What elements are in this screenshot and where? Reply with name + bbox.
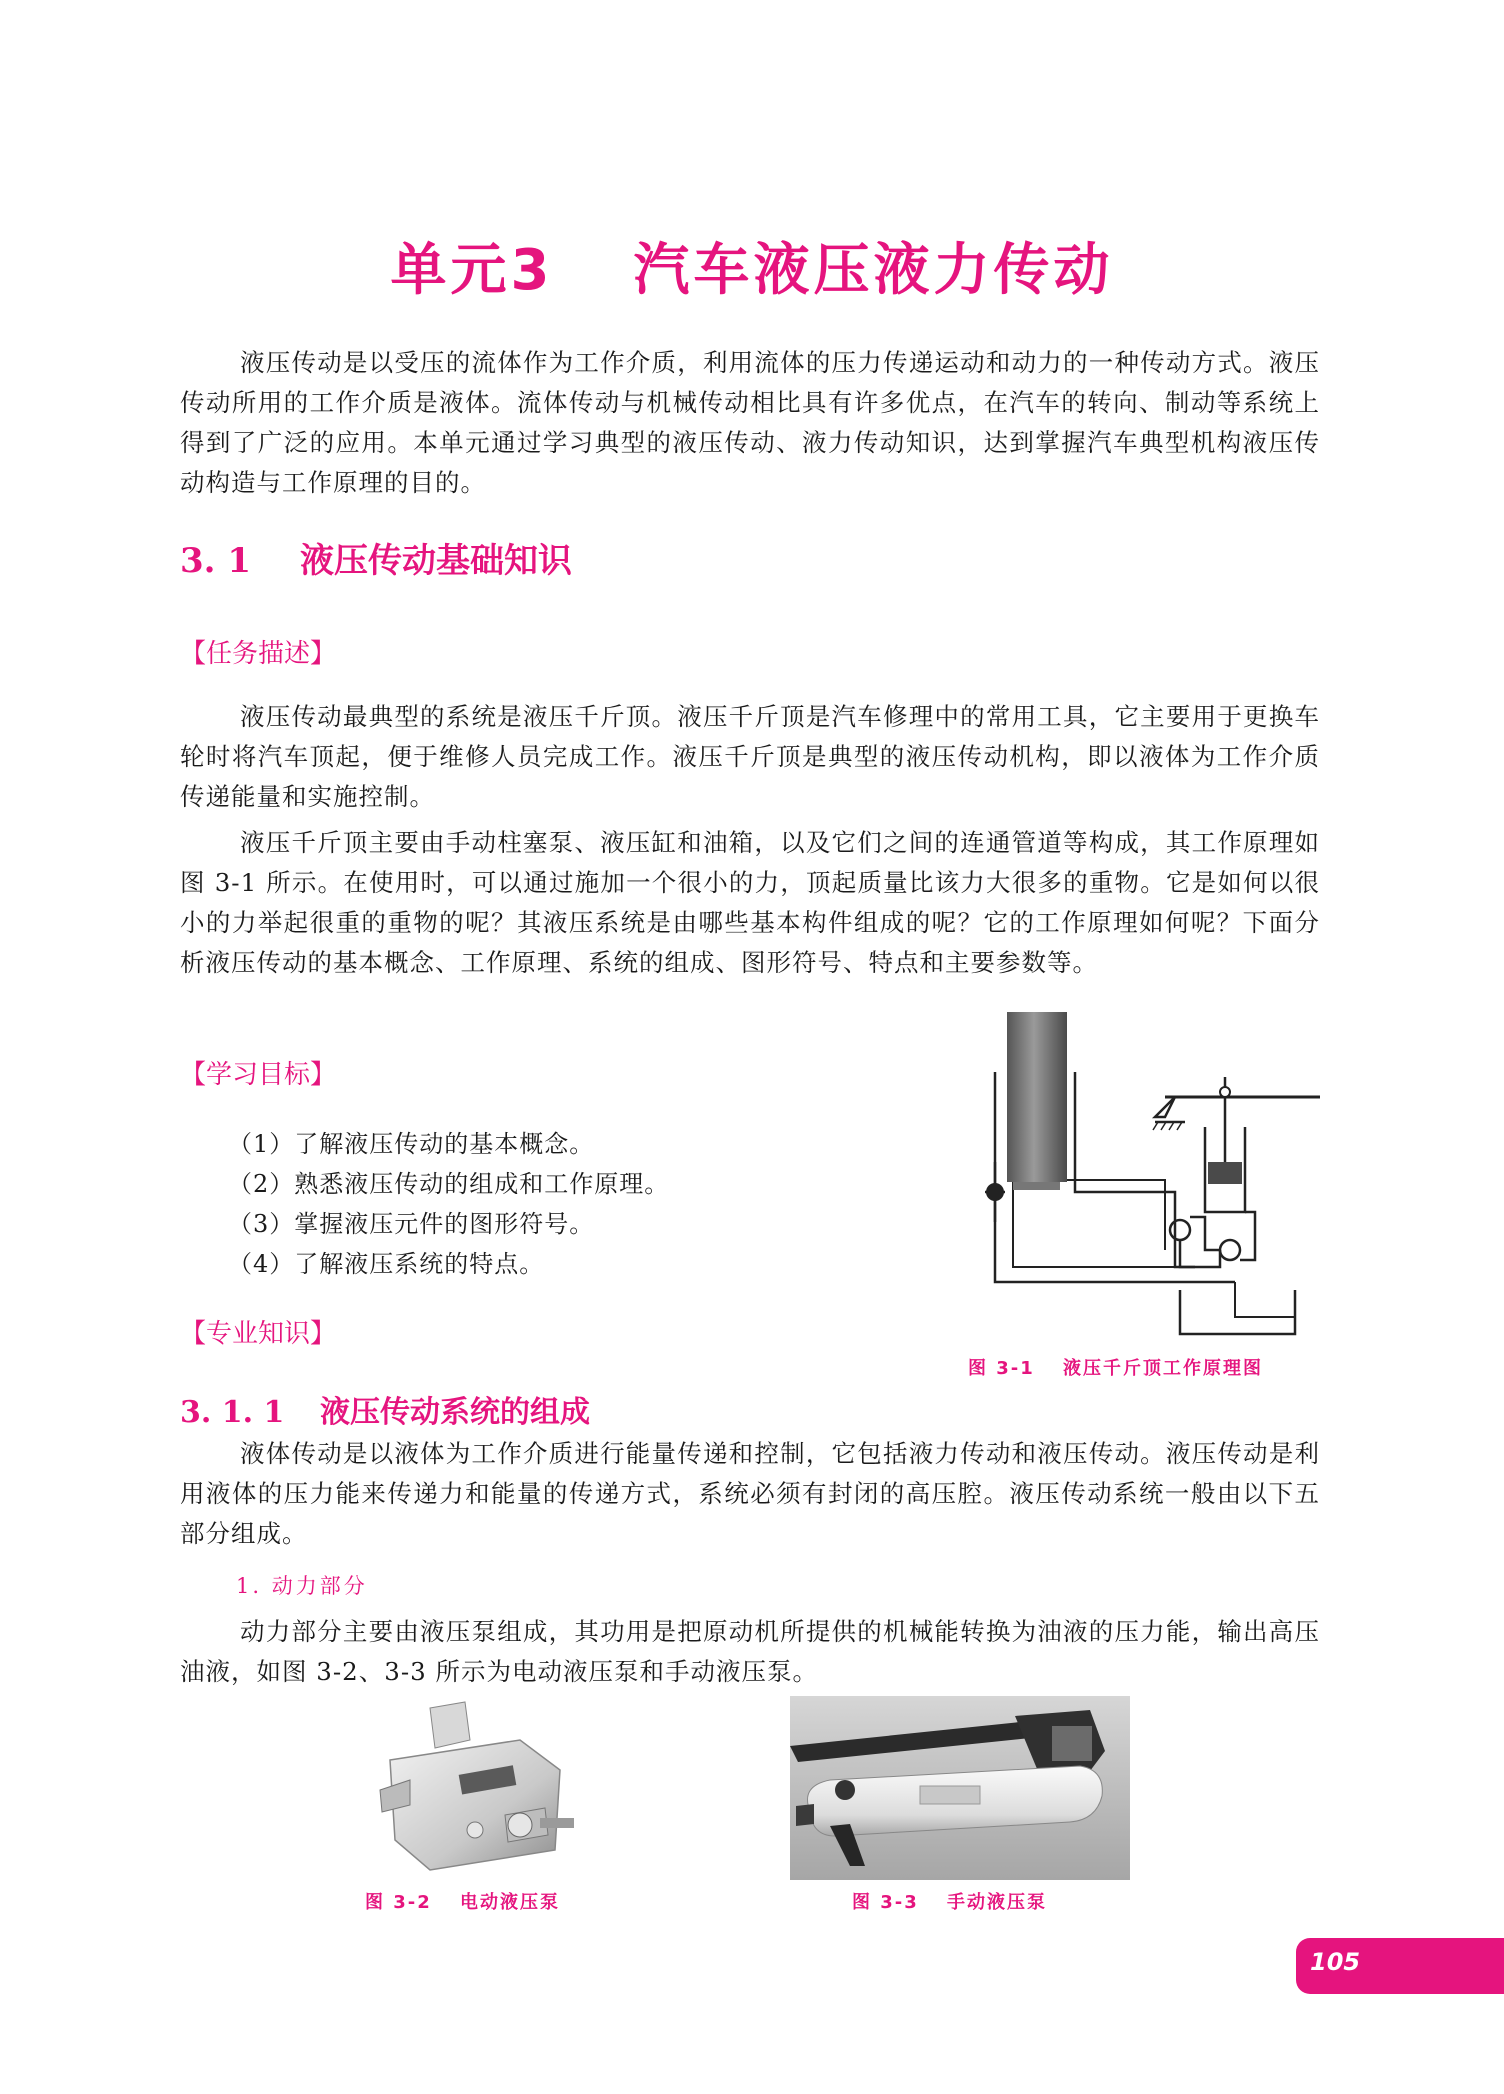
subsection-paragraph: 液体传动是以液体为工作介质进行能量传递和控制，它包括液力传动和液压传动。液压传动是利用液体的压力能来传递力和能量的传递方式，系统必须有封闭的高压腔。液压传动系统一般由以下五部分组成。 bbox=[180, 1439, 1320, 1548]
subsection-title bbox=[180, 1387, 590, 1431]
item-heading: 1. 动力部分 bbox=[236, 1574, 368, 1598]
hand-pump-photo bbox=[790, 1696, 1130, 1880]
goal-item: （3）掌握液压元件的图形符号。 bbox=[228, 1210, 595, 1238]
goal-item: （1）了解液压传动的基本概念。 bbox=[228, 1130, 595, 1158]
goal-item: （2）熟悉液压传动的组成和工作原理。 bbox=[228, 1170, 670, 1198]
hydraulic-jack-diagram bbox=[975, 1012, 1335, 1342]
goal-item: （4）了解液压系统的特点。 bbox=[228, 1250, 545, 1278]
page-number: 105 bbox=[1310, 1948, 1361, 1976]
task-heading: 【任务描述】 bbox=[180, 639, 337, 669]
section-number: 3. 1 bbox=[180, 541, 251, 581]
section-title bbox=[180, 533, 572, 582]
goals-heading: 【学习目标】 bbox=[180, 1060, 337, 1090]
figure-3-2-title: 电动液压泵 bbox=[460, 1892, 560, 1913]
task-paragraph-1: 液压传动最典型的系统是液压千斤顶。液压千斤顶是汽车修理中的常用工具，它主要用于更换车轮时将汽车顶起，便于维修人员完成工作。液压千斤顶是典型的液压传动机构，即以液体为工作介质传递能量和实施控制。 bbox=[180, 702, 1320, 811]
chapter-title bbox=[0, 226, 1504, 306]
subsection-number: 3. 1. 1 bbox=[180, 1395, 285, 1430]
chapter-unit: 单元3 bbox=[390, 238, 554, 303]
figure-3-1-title: 液压千斤顶工作原理图 bbox=[1063, 1358, 1263, 1379]
item-paragraph: 动力部分主要由液压泵组成，其功用是把原动机所提供的机械能转换为油液的压力能，输出高压油液，如图 3-2、3-3 所示为电动液压泵和手动液压泵。 bbox=[180, 1617, 1320, 1686]
figure-3-1-number: 图 3-1 bbox=[968, 1358, 1035, 1379]
knowledge-heading: 【专业知识】 bbox=[180, 1319, 337, 1349]
figure-3-3-number: 图 3-3 bbox=[852, 1892, 919, 1913]
chapter-name: 汽车液压液力传动 bbox=[633, 238, 1114, 303]
figure-3-1-caption bbox=[968, 1354, 1263, 1380]
figure-3-2-number: 图 3-2 bbox=[365, 1892, 432, 1913]
section-name: 液压传动基础知识 bbox=[300, 541, 572, 581]
chapter-intro: 液压传动是以受压的流体作为工作介质，利用流体的压力传递运动和动力的一种传动方式。液压传动所用的工作介质是液体。流体传动与机械传动相比具有许多优点，在汽车的转向、制动等系统上得到了广泛的应用。本单元通过学习典型的液压传动、液力传动知识，达到掌握汽车典型机构液压传动构造与工作原理的目的。 bbox=[180, 348, 1320, 497]
figure-3-2-caption bbox=[365, 1888, 560, 1914]
subsection-name: 液压传动系统的组成 bbox=[320, 1395, 590, 1430]
task-paragraph-2: 液压千斤顶主要由手动柱塞泵、液压缸和油箱，以及它们之间的连通管道等构成，其工作原理如图 3-1 所示。在使用时，可以通过施加一个很小的力，顶起质量比该力大很多的重物。它是如何以很小的力举起很重的重物的呢？其液压系统是由哪些基本构件组成的呢？它的工作原理如何呢？下面分析液压传动的基本概念、工作原理、系统的组成、图形符号、特点和主要参数等。 bbox=[180, 828, 1320, 977]
figure-3-3-caption bbox=[852, 1888, 1047, 1914]
figure-3-3-title: 手动液压泵 bbox=[947, 1892, 1047, 1913]
electric-pump-photo bbox=[370, 1700, 580, 1880]
